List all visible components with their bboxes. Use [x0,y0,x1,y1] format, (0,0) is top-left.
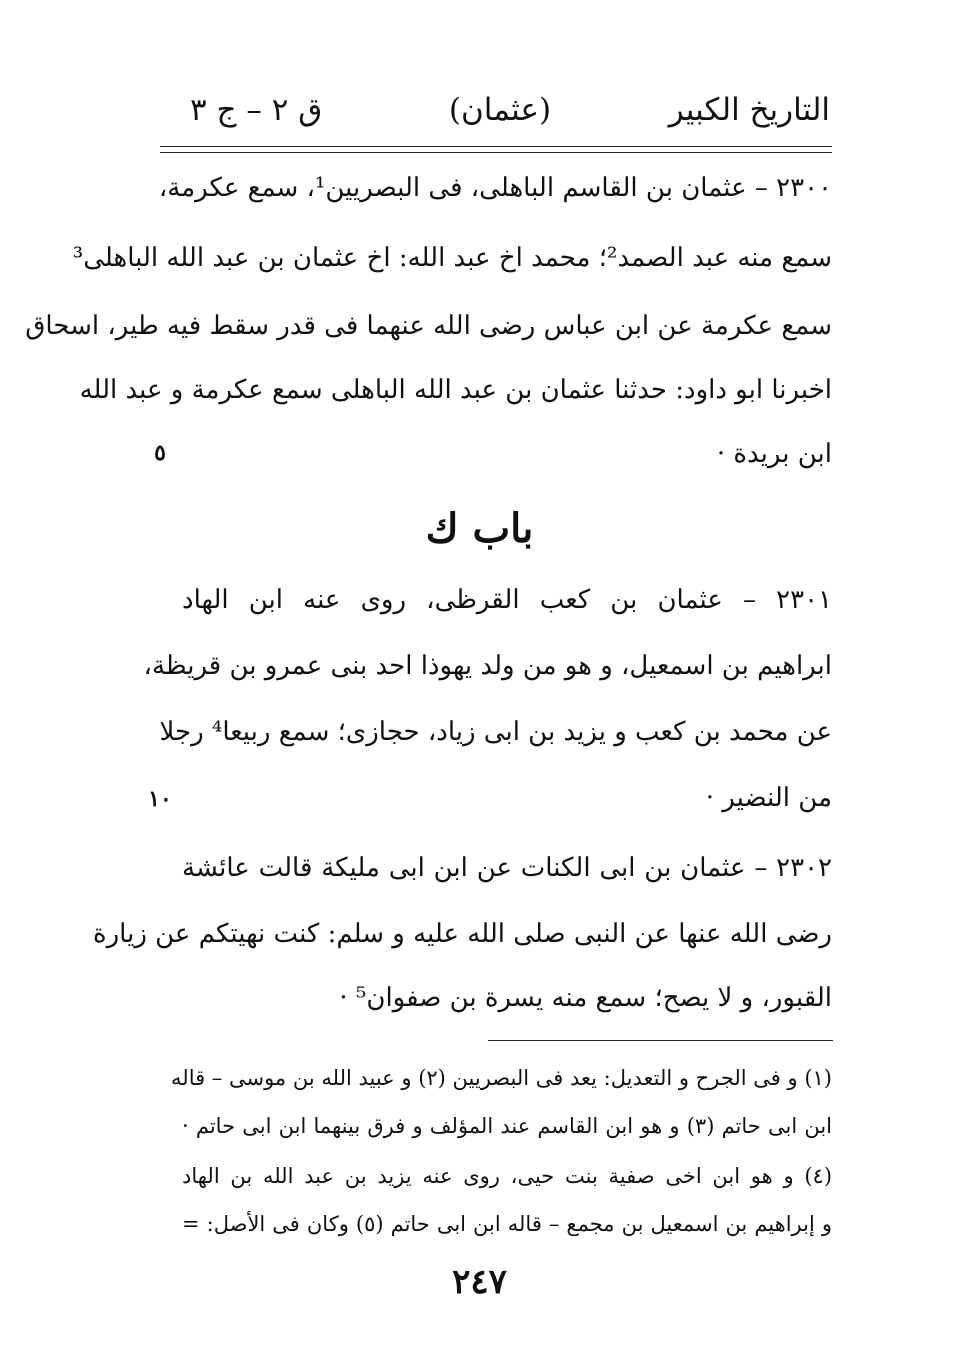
page-number: ٢٤٧ [452,1262,507,1302]
entry-2301-line: ٢٣٠١ – عثمان بن كعب القرظى، روى عنه ابن الهاد [182,585,832,615]
entry-2300-line: سمع منه عبد الصمد²؛ محمد اخ عبد الله: اخ عثمان بن عبد الله الباهلى³ [72,243,832,273]
entry-2300-line: اخبرنا ابو داود: حدثنا عثمان بن عبد الله الباهلى سمع عكرمة و عبد الله [79,375,832,405]
header-rule-top [160,146,832,147]
line-number-10: ١٠ [148,786,172,812]
entry-2302-line: القبور، و لا يصح؛ سمع منه يسرة بن صفوان⁵ · [339,983,832,1013]
footnote-line: و إبراهيم بن اسمعيل بن مجمع – قاله ابن ابى حاتم (٥) وكان فى الأصل: = [182,1212,832,1236]
footnote-line: (١) و فى الجرح و التعديل: يعد فى البصريين (٢) و عبيد الله بن موسى – قاله [171,1066,832,1090]
footnote-line: (٤) و هو ابن اخى صفية بنت حيى، روى عنه يزيد بن عبد الله بن الهاد [182,1164,833,1188]
entry-2300-line: ابن بريدة · [716,439,832,469]
entry-2302-line: رضى الله عنها عن النبى صلى الله عليه و سلم: كنت نهيتكم عن زيارة [92,919,832,949]
entry-2302-line: ٢٣٠٢ – عثمان بن ابى الكنات عن ابن ابى مليكة قالت عائشة [182,853,832,883]
footnote-line: ابن ابى حاتم (٣) و هو ابن القاسم عند المؤلف و فرق بينهما ابن ابى حاتم · [182,1114,832,1138]
running-header [160,88,840,138]
book-title: التاريخ الكبير [668,92,830,128]
section-name: (عثمان) [448,92,552,128]
entry-2301-line: عن محمد بن كعب و يزيد بن ابى زياد، حجازى؛ سمع ربيعا⁴ رجلا [159,717,832,747]
header-rule-bottom [160,152,832,153]
section-heading: باب ك [425,505,534,552]
entry-2300-line: سمع عكرمة عن ابن عباس رضى الله عنهما فى قدر سقط فيه طير، اسحاق [25,311,832,341]
entry-2301-line: ابراهيم بن اسمعيل، و هو من ولد يهوذا احد بنى عمرو بن قريظة، [143,651,832,681]
entry-2301-line: من النضير · [705,783,832,813]
footnote-rule [488,1040,833,1041]
volume-reference: ق ٢ – ج ٣ [190,92,323,128]
entry-2300-line: ٢٣٠٠ – عثمان بن القاسم الباهلى، فى البصريين¹، سمع عكرمة، [158,173,832,203]
line-number-5: ٥ [154,440,166,466]
